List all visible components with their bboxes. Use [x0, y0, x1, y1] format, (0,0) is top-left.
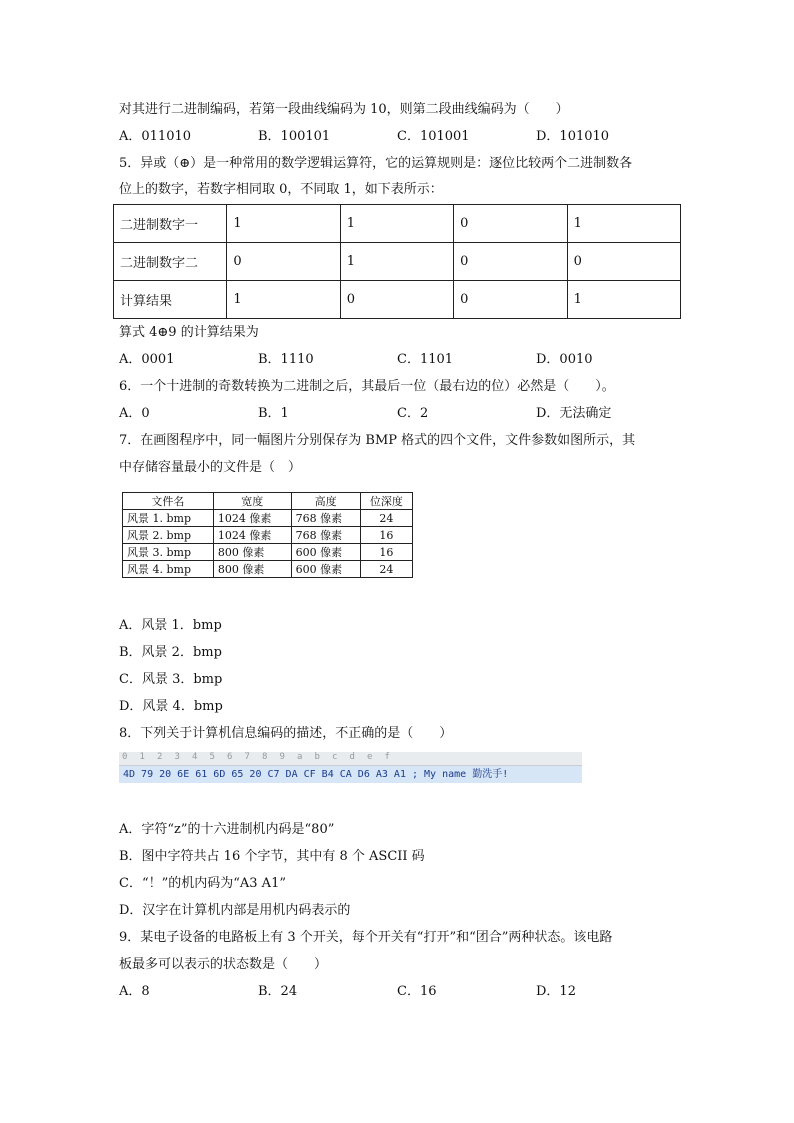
q8-option-c: C．“！”的机内码为“A3 A1” — [119, 876, 286, 891]
xor-rule-table — [113, 204, 681, 319]
table-cell: 1 — [340, 205, 453, 243]
table-cell: 800 像素 — [213, 561, 291, 578]
ruler-tick: 7 — [244, 752, 250, 762]
q7-option-b: B．风景 2．bmp — [119, 645, 222, 660]
table-cell: 0 — [567, 243, 680, 281]
q7-option-d: D．风景 4．bmp — [119, 699, 223, 714]
column-header: 位深度 — [360, 493, 412, 510]
ruler-tick: 9 — [279, 752, 285, 762]
ruler-tick: 5 — [209, 752, 215, 762]
ruler-tick: 4 — [192, 752, 198, 762]
q7-option-c: C．风景 3．bmp — [119, 672, 223, 687]
q5-stem-line2: 位上的数字，若数字相同取 0，不同取 1，如下表所示： — [119, 182, 443, 197]
table-cell: 24 — [360, 561, 412, 578]
q4-option-b: B．100101 — [258, 129, 331, 144]
column-header: 宽度 — [213, 493, 291, 510]
ruler-tick: e — [367, 752, 373, 762]
table-cell: 768 像素 — [291, 510, 360, 527]
table-cell: 768 像素 — [291, 527, 360, 544]
q7-option-a: A．风景 1．bmp — [119, 618, 222, 633]
table-cell: 1024 像素 — [213, 527, 291, 544]
hex-data-row — [119, 766, 582, 783]
q6-option-c: C．2 — [397, 406, 429, 421]
bmp-file-table-image — [122, 492, 413, 578]
q8-stem: 8．下列关于计算机信息编码的描述，不正确的是（ ） — [119, 726, 453, 741]
q5-stem-line1: 5．异或（⊕）是一种常用的数学逻辑运算符，它的运算规则是：逐位比较两个二进制数各 — [119, 156, 633, 171]
q6-stem: 6．一个十进制的奇数转换为二进制之后，其最后一位（最右边的位）必然是（ ）。 — [119, 379, 615, 394]
table-row — [114, 243, 681, 281]
ruler-tick: a — [297, 752, 303, 762]
table-cell: 1 — [227, 205, 340, 243]
q6-option-d: D．无法确定 — [536, 406, 612, 421]
table-cell: 0 — [227, 243, 340, 281]
ruler-tick: 2 — [157, 752, 163, 762]
ruler-tick: 8 — [262, 752, 268, 762]
q7-stem-line2: 中存储容量最小的文件是（ ） — [119, 460, 302, 475]
q9-option-d: D．12 — [536, 984, 576, 999]
q6-option-a: A．0 — [119, 406, 150, 421]
table-row — [123, 544, 413, 561]
q4-option-c: C．101001 — [397, 129, 470, 144]
q5-option-b: B．1110 — [258, 352, 314, 367]
hex-editor-strip — [119, 752, 582, 783]
q6-option-b: B．1 — [258, 406, 289, 421]
q7-stem-line1: 7．在画图程序中，同一幅图片分别保存为 BMP 格式的四个文件，文件参数如图所示，其 — [119, 433, 636, 448]
q8-option-a: A．字符“z”的十六进制机内码是“80” — [119, 822, 335, 837]
bmp-file-table — [122, 492, 413, 578]
column-header: 文件名 — [123, 493, 214, 510]
q5-option-a: A．0001 — [119, 352, 175, 367]
table-cell: 1 — [227, 281, 340, 319]
table-cell: 24 — [360, 510, 412, 527]
ruler-tick: 6 — [227, 752, 233, 762]
q4-option-d: D．101010 — [536, 129, 610, 144]
row-label: 二进制数字一 — [114, 205, 227, 243]
table-cell: 1024 像素 — [213, 510, 291, 527]
q5-option-d: D．0010 — [536, 352, 593, 367]
table-cell: 风景 4. bmp — [123, 561, 214, 578]
ruler-tick: 1 — [139, 752, 145, 762]
table-cell: 0 — [454, 205, 567, 243]
q9-option-c: C．16 — [397, 984, 437, 999]
table-cell: 800 像素 — [213, 544, 291, 561]
table-cell: 风景 3. bmp — [123, 544, 214, 561]
q9-stem-line1: 9．某电子设备的电路板上有 3 个开关，每个开关有“打开”和“团合”两种状态。该电路 — [119, 930, 613, 945]
table-cell: 1 — [567, 281, 680, 319]
q9-option-b: B．24 — [258, 984, 298, 999]
table-row — [123, 510, 413, 527]
table-cell: 0 — [340, 281, 453, 319]
ruler-tick: b — [314, 752, 320, 762]
row-label: 二进制数字二 — [114, 243, 227, 281]
hex-column-ruler — [119, 752, 582, 766]
table-cell: 0 — [454, 281, 567, 319]
q5-option-c: C．1101 — [397, 352, 454, 367]
table-row — [123, 527, 413, 544]
ruler-tick: c — [332, 752, 338, 762]
ruler-tick: d — [349, 752, 355, 762]
table-cell: 风景 2. bmp — [123, 527, 214, 544]
q4-stem: 对其进行二进制编码，若第一段曲线编码为 10，则第二段曲线编码为（ ） — [119, 102, 569, 117]
q9-option-a: A．8 — [119, 984, 150, 999]
table-row — [114, 205, 681, 243]
q5-question: 算式 4⊕9 的计算结果为 — [119, 325, 259, 340]
table-cell: 16 — [360, 527, 412, 544]
column-header: 高度 — [291, 493, 360, 510]
row-label: 计算结果 — [114, 281, 227, 319]
table-cell: 600 像素 — [291, 561, 360, 578]
table-cell: 风景 1. bmp — [123, 510, 214, 527]
table-row — [123, 561, 413, 578]
table-header-row — [123, 493, 413, 510]
hex-text-preview: ; My name 勤洗手! — [412, 769, 509, 780]
table-cell: 600 像素 — [291, 544, 360, 561]
ruler-tick: f — [384, 752, 390, 762]
q8-option-d: D．汉字在计算机内部是用机内码表示的 — [119, 903, 351, 918]
ruler-tick: 0 — [122, 752, 128, 762]
q9-stem-line2: 板最多可以表示的状态数是（ ） — [119, 957, 328, 972]
q4-option-a: A．011010 — [119, 129, 192, 144]
q8-option-b: B．图中字符共占 16 个字节，其中有 8 个 ASCII 码 — [119, 849, 425, 864]
hex-bytes: 4D 79 20 6E 61 6D 65 20 C7 DA CF B4 CA D6 A3 A1 — [123, 769, 406, 780]
ruler-tick: 3 — [174, 752, 180, 762]
table-cell: 1 — [567, 205, 680, 243]
table-row — [114, 281, 681, 319]
table-cell: 0 — [454, 243, 567, 281]
table-cell: 1 — [340, 243, 453, 281]
table-cell: 16 — [360, 544, 412, 561]
